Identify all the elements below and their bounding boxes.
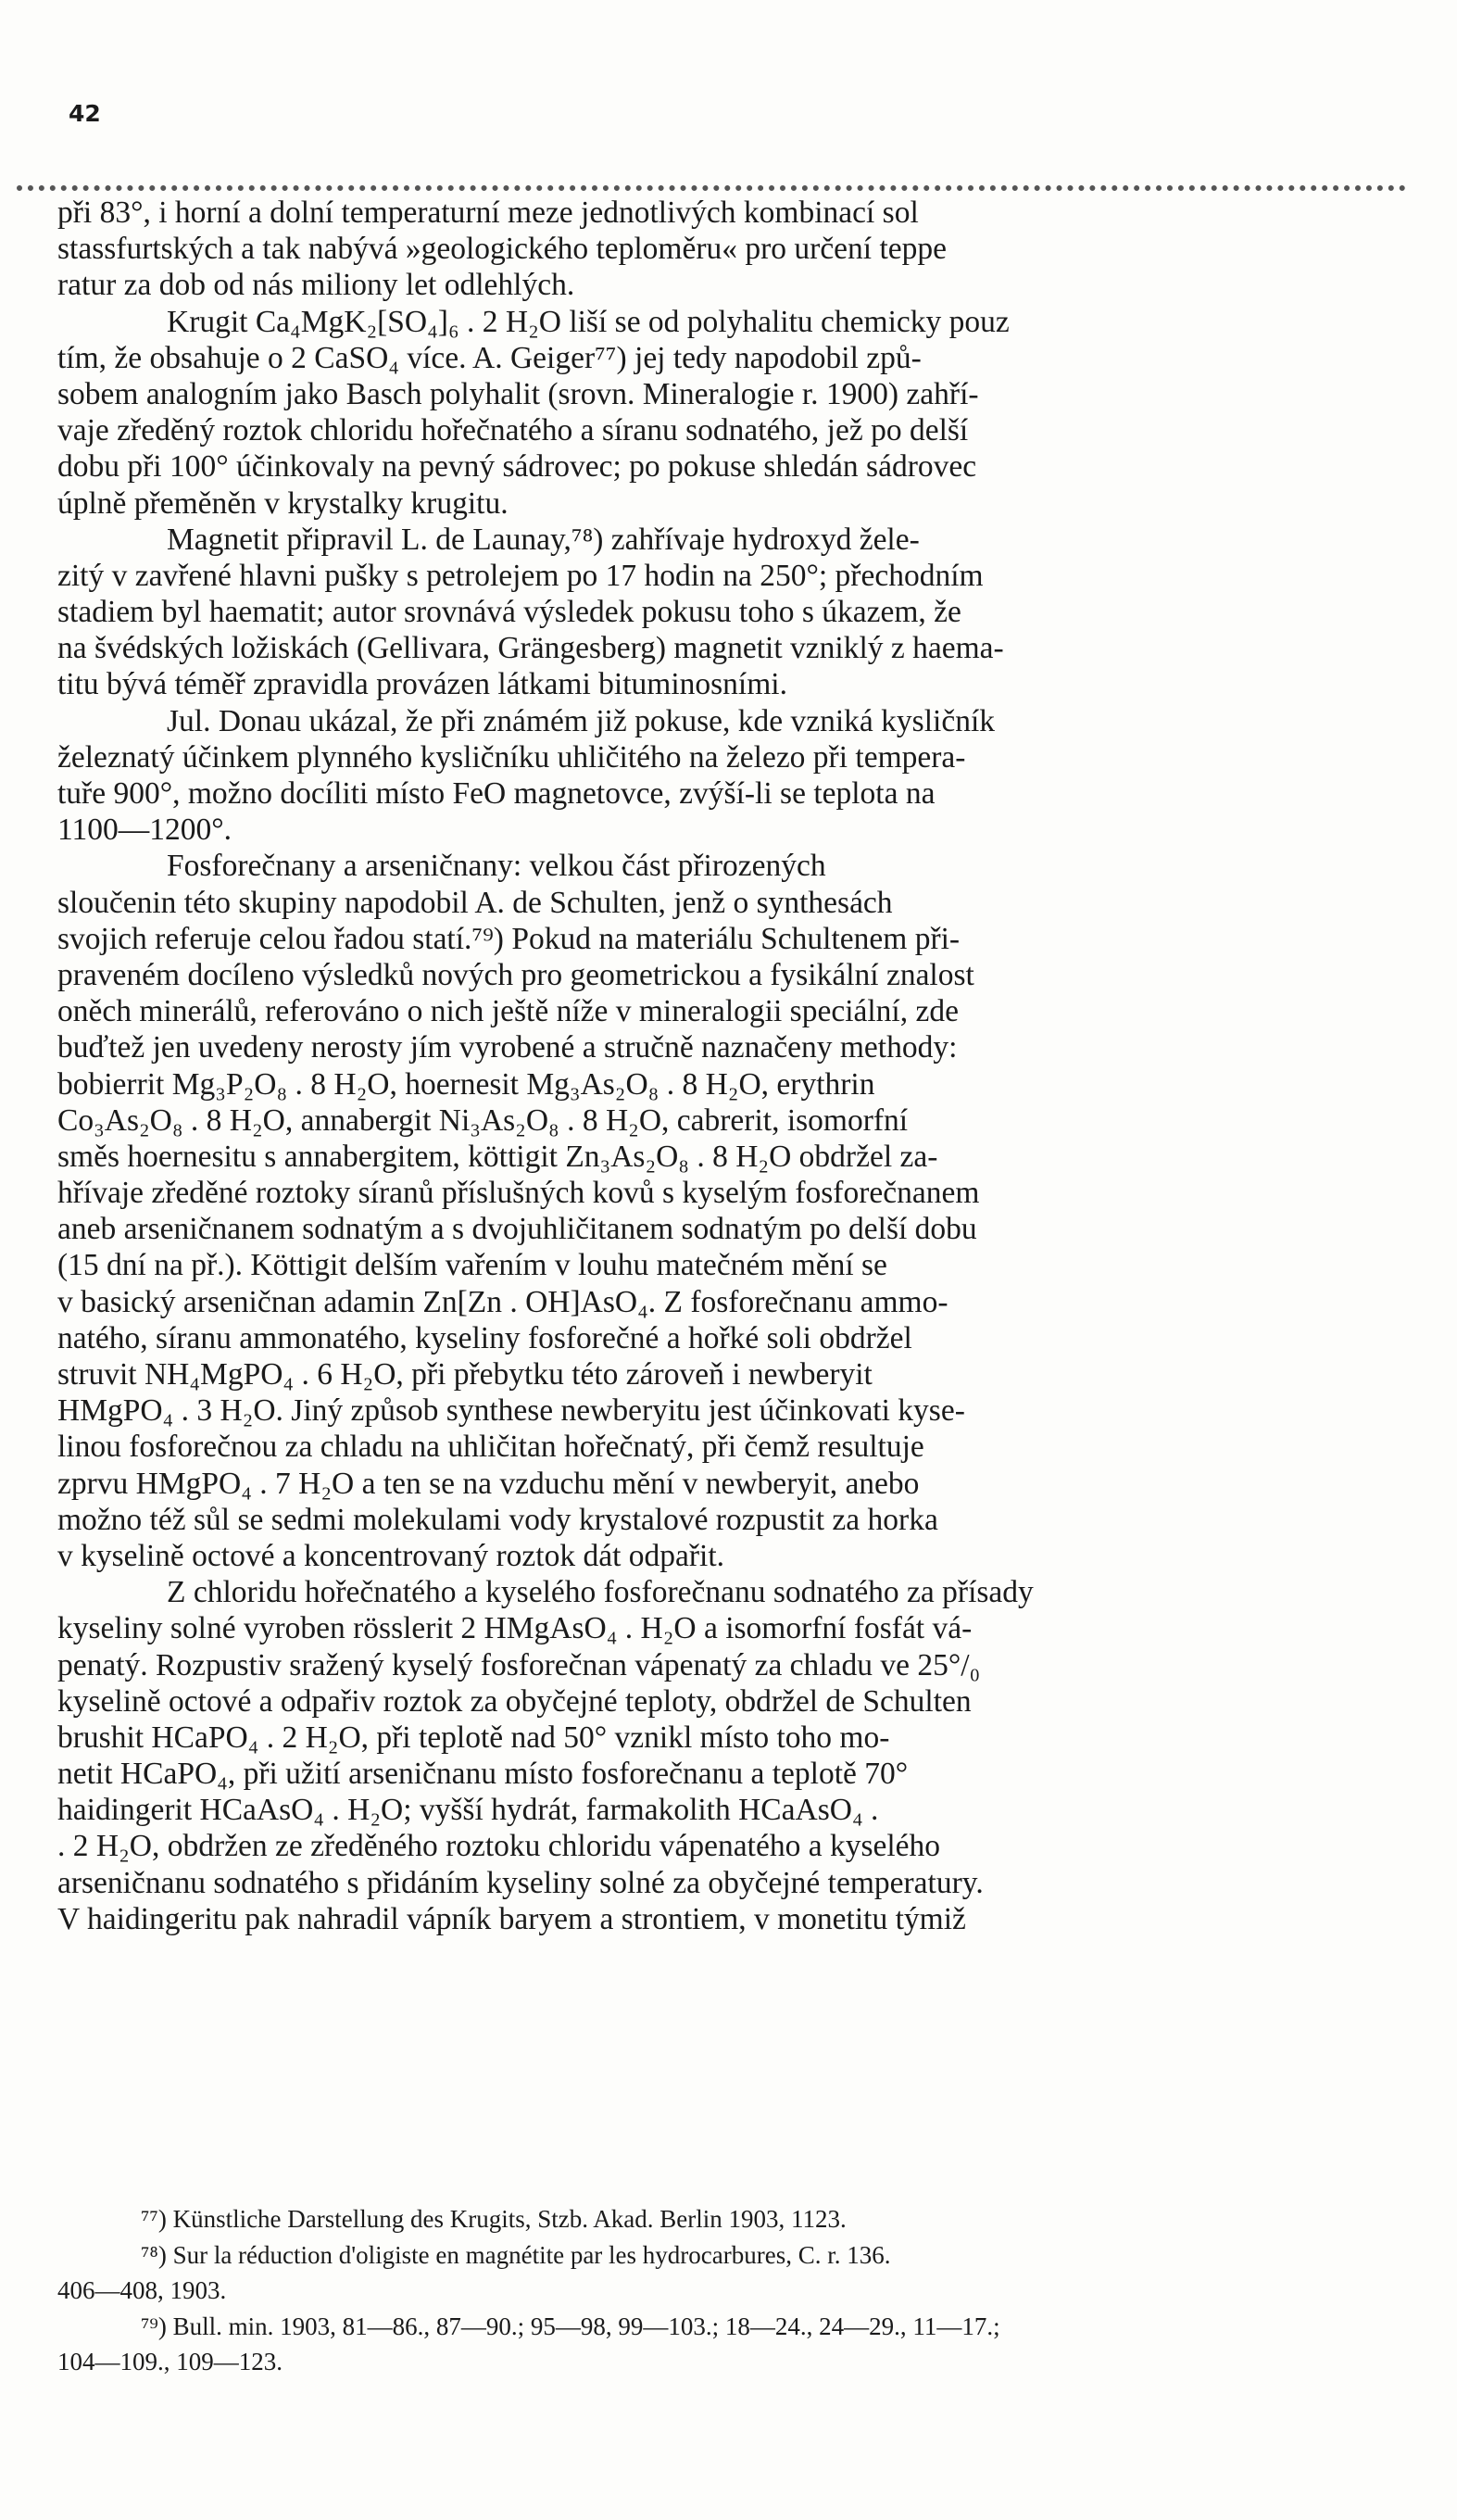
text-line: praveném docíleno výsledků nových pro geometrickou a fysikální znalost xyxy=(57,957,974,992)
footnote: ⁷⁸) Sur la réduction d'oligiste en magnétite par les hydrocarbures, C. r. 136. xyxy=(141,2240,891,2269)
text-line: sobem analogním jako Basch polyhalit (srovn. Mineralogie r. 1900) zahří- xyxy=(57,376,979,411)
text-line: titu bývá téměř zpravidla provázen látkami bituminosními. xyxy=(57,667,787,702)
text-line: penatý. Rozpustiv sražený kyselý fosforečnan vápenatý za chladu ve 25°/₀ xyxy=(57,1647,981,1682)
text-line: na švédských ložiskách (Gellivara, Grängesberg) magnetit vzniklý z haema- xyxy=(57,631,1004,666)
footnote: ⁷⁹) Bull. min. 1903, 81—86., 87—90.; 95—98, 99—103.; 18—24., 24—29., 11—17.; xyxy=(141,2312,1000,2340)
text-line: V haidingeritu pak nahradil vápník baryem a strontiem, v monetitu týmiž xyxy=(57,1901,966,1936)
text-line: v kyselině octové a koncentrovaný roztok dát odpařit. xyxy=(57,1538,725,1573)
text-line: Krugit Ca₄MgK₂[SO₄]₆ . 2 H₂O liší se od polyhalitu chemicky pouz xyxy=(167,304,1010,339)
text-line: kyselině octové a odpařiv roztok za obyčejné teploty, obdržel de Schulten xyxy=(57,1683,972,1719)
text-line: haidingerit HCaAsO₄ . H₂O; vyšší hydrát, farmakolith HCaAsO₄ . xyxy=(57,1793,879,1828)
text-line: ratur za dob od nás miliony let odlehlých. xyxy=(57,268,575,303)
body-text xyxy=(57,195,1408,1937)
text-line: bobierrit Mg₃P₂O₈ . 8 H₂O, hoernesit Mg₃As₂O₈ . 8 H₂O, erythrin xyxy=(57,1066,875,1102)
text-line: struvit NH₄MgPO₄ . 6 H₂O, při přebytku této zároveň i newberyit xyxy=(57,1357,873,1392)
text-line: 1100—1200°. xyxy=(57,813,232,848)
text-line: možno též sůl se sedmi molekulami vody krystalové rozpustit za horka xyxy=(57,1502,938,1537)
text-line: Co₃As₂O₈ . 8 H₂O, annabergit Ni₃As₂O₈ . 8 H₂O, cabrerit, isomorfní xyxy=(57,1102,909,1138)
text-line: aneb arseničnanem sodnatým a s dvojuhličitanem sodnatým po delší dobu xyxy=(57,1212,977,1247)
text-line: natého, síranu ammonatého, kyseliny fosforečné a hořké soli obdržel xyxy=(57,1320,912,1355)
text-line: při 83°, i horní a dolní temperaturní meze jednotlivých kombinací sol xyxy=(57,195,919,230)
text-line: hřívaje zředěné roztoky síranů příslušných kovů s kyselým fosforečnanem xyxy=(57,1176,980,1211)
text-line: stassfurtských a tak nabývá »geologického teploměru« pro určení teppe xyxy=(57,232,948,267)
text-line: arseničnanu sodnatého s přidáním kyseliny solné za obyčejné temperatury. xyxy=(57,1865,984,1900)
text-line: směs hoernesitu s annabergitem, köttigit Zn₃As₂O₈ . 8 H₂O obdržel za- xyxy=(57,1139,938,1174)
text-line: stadiem byl haematit; autor srovnává výsledek pokusu toho s úkazem, že xyxy=(57,595,961,630)
text-line: dobu při 100° účinkovaly na pevný sádrovec; po pokuse shledán sádrovec xyxy=(57,449,977,485)
footnote: 406—408, 1903. xyxy=(57,2276,227,2304)
text-line: Magnetit připravil L. de Launay,⁷⁸) zahřívaje hydroxyd žele- xyxy=(167,522,920,557)
text-line: Fosforečnany a arseničnany: velkou část přirozených xyxy=(167,849,826,884)
text-line: zitý v zavřené hlavni pušky s petrolejem po 17 hodin na 250°; přechodním xyxy=(57,558,984,593)
text-line: zprvu HMgPO₄ . 7 H₂O a ten se na vzduchu mění v newberyit, anebo xyxy=(57,1466,920,1501)
footnote: ⁷⁷) Künstliche Darstellung des Krugits, Stzb. Akad. Berlin 1903, 1123. xyxy=(141,2205,847,2233)
text-line: vaje zředěný roztok chloridu hořečnatého a síranu sodnatého, jež po delší xyxy=(57,413,969,448)
text-line: svojich referuje celou řadou statí.⁷⁹) Pokud na materiálu Schultenem při- xyxy=(57,921,961,956)
text-line: Jul. Donau ukázal, že při známém již pokuse, kde vzniká kysličník xyxy=(167,703,995,738)
text-line: tuře 900°, možno docíliti místo FeO magnetovce, zvýší-li se teplota na xyxy=(57,776,936,811)
dotted-separator xyxy=(17,185,1406,191)
text-line: v basický arseničnan adamin Zn[Zn . OH]AsO₄. Z fosforečnanu ammo- xyxy=(57,1284,948,1319)
text-line: kyseliny solné vyroben rösslerit 2 HMgAsO₄ . H₂O a isomorfní fosfát vá- xyxy=(57,1611,973,1646)
text-line: úplně přeměněn v krystalky krugitu. xyxy=(57,485,509,521)
text-line: (15 dní na př.). Köttigit delším vařením v louhu matečném mění se xyxy=(57,1248,887,1283)
text-line: netit HCaPO₄, při užití arseničnanu místo fosforečnanu a teplotě 70° xyxy=(57,1757,909,1792)
text-line: brushit HCaPO₄ . 2 H₂O, při teplotě nad 50° vznikl místo toho mo- xyxy=(57,1720,890,1755)
text-line: tím, že obsahuje o 2 CaSO₄ více. A. Geiger⁷⁷) jej tedy napodobil způ- xyxy=(57,340,922,375)
text-line: oněch minerálů, referováno o nich ještě níže v mineralogii speciální, zde xyxy=(57,994,959,1029)
footnotes xyxy=(57,2201,1408,2380)
text-line: buďtež jen uvedeny nerosty jím vyrobené a stručně naznačeny methody: xyxy=(57,1030,958,1065)
text-line: Z chloridu hořečnatého a kyselého fosforečnanu sodnatého za přísady xyxy=(167,1575,1034,1610)
text-line: HMgPO₄ . 3 H₂O. Jiný způsob synthese newberyitu jest účinkovati kyse- xyxy=(57,1393,965,1429)
page-number: 42 xyxy=(69,100,101,127)
text-line: linou fosforečnou za chladu na uhličitan hořečnatý, při čemž resultuje xyxy=(57,1430,924,1465)
text-line: sloučenin této skupiny napodobil A. de Schulten, jenž o synthesách xyxy=(57,885,893,920)
footnote: 104—109., 109—123. xyxy=(57,2348,283,2375)
text-line: železnatý účinkem plynného kysličníku uhličitého na železo při tempera- xyxy=(57,739,966,775)
text-line: . 2 H₂O, obdržen ze zředěného roztoku chloridu vápenatého a kyselého xyxy=(57,1829,941,1864)
